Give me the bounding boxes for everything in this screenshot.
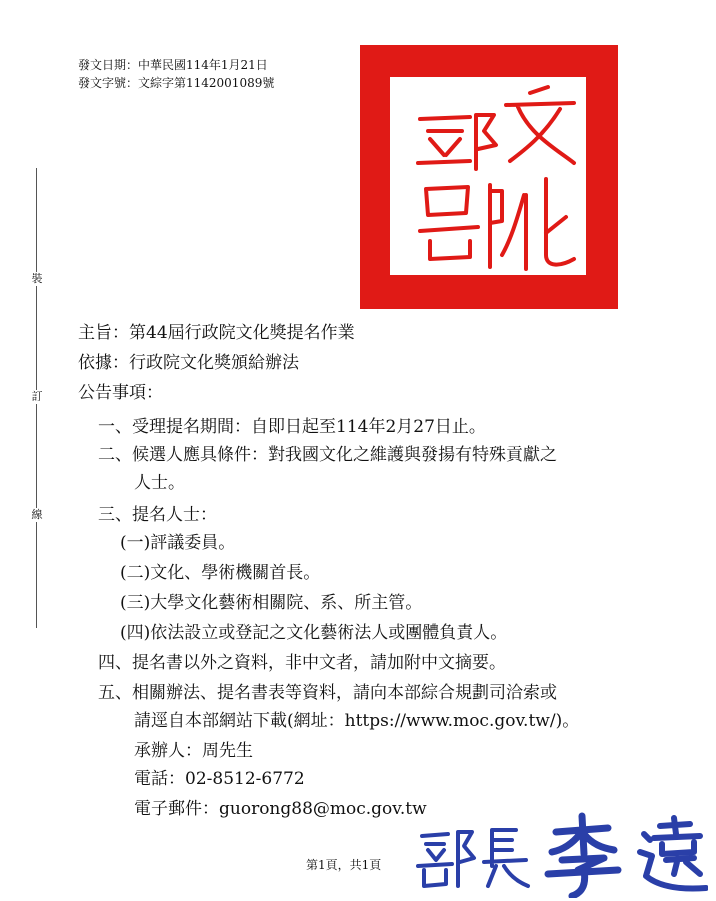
item-2-continued: 人士。 <box>134 473 185 493</box>
item-3-sub-2: (二)文化、學術機關首長。 <box>120 563 321 583</box>
item-3-sub-3: (三)大學文化藝術相關院、系、所主管。 <box>120 593 423 613</box>
item-5: 五、相關辦法、提名書表等資料，請向本部綜合規劃司洽索或 <box>98 683 557 703</box>
page-number: 第1頁，共1頁 <box>306 858 382 872</box>
notice-heading: 公告事項： <box>78 383 163 403</box>
document-meta <box>78 56 274 92</box>
item-4: 四、提名書以外之資料，非中文者，請加附中文摘要。 <box>98 653 506 673</box>
binding-char-xian: 線 <box>31 508 43 521</box>
item-3-sub-4: (四)依法設立或登記之文化藝術法人或團體負責人。 <box>120 623 508 643</box>
subject-line: 主旨：第44屆行政院文化獎提名作業 <box>78 323 355 343</box>
minister-signature <box>408 812 708 898</box>
item-1: 一、受理提名期間：自即日起至114年2月27日止。 <box>98 417 486 437</box>
contact-email: 電子郵件：guorong88@moc.gov.tw <box>134 799 427 819</box>
contact-person: 承辦人：周先生 <box>134 741 253 761</box>
item-3: 三、提名人士： <box>98 505 217 525</box>
contact-phone: 電話：02-8512-6772 <box>134 769 305 789</box>
basis-line: 依據：行政院文化獎頒給辦法 <box>78 353 299 373</box>
issue-date: 發文日期：中華民國114年1月21日 <box>78 58 268 72</box>
binding-char-ding: 訂 <box>31 390 43 403</box>
issue-number: 發文字號：文綜字第1142001089號 <box>78 76 275 90</box>
item-5-continued: 請逕自本部網站下載(網址：https://www.moc.gov.tw/)。 <box>134 711 580 731</box>
item-3-sub-1: (一)評議委員。 <box>120 533 236 553</box>
seal-glyphs <box>360 45 618 309</box>
item-2: 二、候選人應具條件：對我國文化之維護與發揚有特殊貢獻之 <box>98 445 557 465</box>
official-seal <box>360 45 618 309</box>
binding-char-zhuang: 裝 <box>31 272 43 285</box>
